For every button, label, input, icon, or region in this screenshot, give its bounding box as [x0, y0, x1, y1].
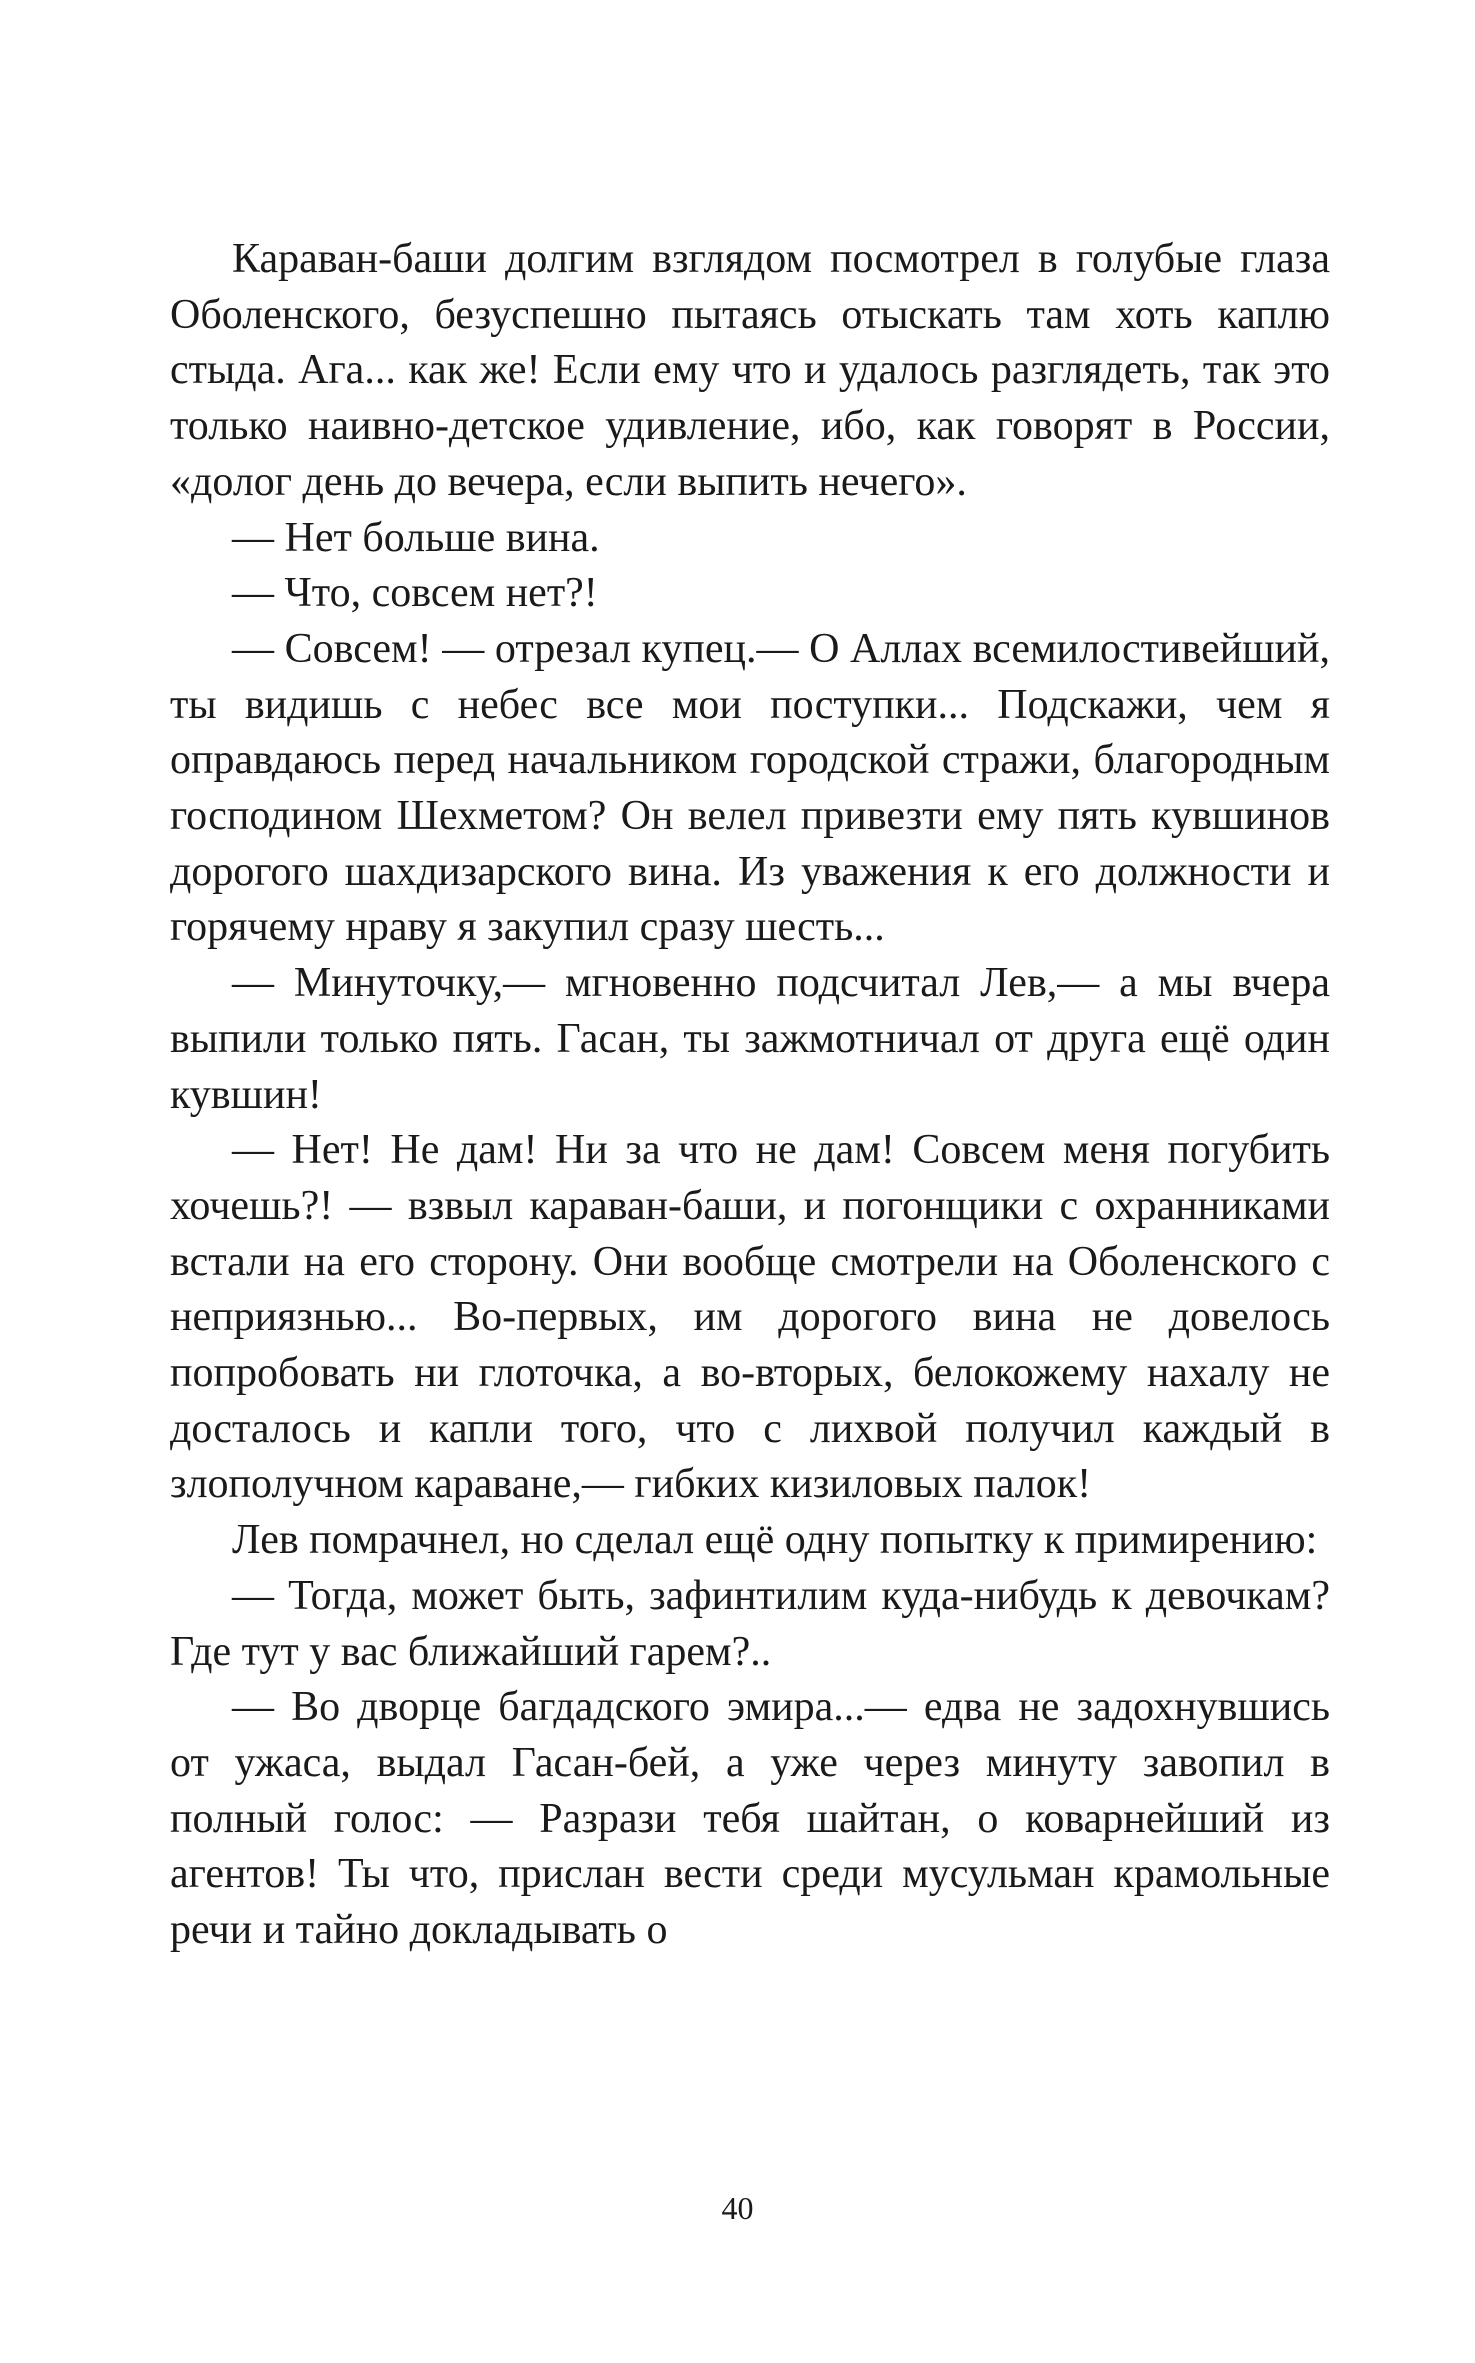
paragraph: — Тогда, может быть, зафинтилим куда-нибудь к девочкам? Где тут у вас ближайший гарем?.. [170, 1572, 1330, 1675]
page-number: 40 [721, 2190, 754, 2226]
paragraph: — Совсем! — отрезал купец.— О Аллах всемилостивейший, ты видишь с небес все мои поступки... Подскажи, чем я оправдаюсь перед начальником городской стражи, благородным господином Шехметом? Он велел привезти ему пять кувшинов дорогого шахдизарского вина. Из уважения к его должности и горячему нраву я закупил сразу шесть... [170, 625, 1330, 951]
paragraph: — Нет! Не дам! Ни за что не дам! Совсем меня погубить хочешь?! — взвыл караван-баши, и погонщики с охранниками встали на его сторону. Они вообще смотрели на Оболенского с неприязнью... Во-первых, им дорогого вина не довелось попробовать ни глоточка, а во-вторых, белокожему нахалу не досталось и капли того, что с лихвой получил каждый в злополучном караване,— гибких кизиловых палок! [170, 1127, 1330, 1508]
paragraph: Лев помрачнел, но сделал ещё одну попытку к примирению: [232, 1517, 1318, 1564]
body-text [170, 232, 1330, 1959]
paragraph: Караван-баши долгим взглядом посмотрел в голубые глаза Оболенского, безуспешно пытаясь отыскать там хоть каплю стыда. Ага... как же! Если ему что и удалось разглядеть, так это только наивно-детское удивление, ибо, как говорят в России, «долог день до вечера, если выпить нечего». [170, 236, 1330, 505]
paragraph: — Нет больше вина. [232, 514, 600, 561]
paragraph: — Минуточку,— мгновенно подсчитал Лев,— а мы вчера выпили только пять. Гасан, ты зажмотничал от друга ещё один кувшин! [170, 960, 1330, 1118]
paragraph: — Во дворце багдадского эмира...— едва не задохнувшись от ужаса, выдал Гасан-бей, а уже через минуту завопил в полный голос: — Разрази тебя шайтан, о коварнейший из агентов! Ты что, прислан вести среди мусульман крамольные речи и тайно докладывать о [170, 1684, 1330, 1954]
paragraph: — Что, совсем нет?! [232, 570, 598, 617]
